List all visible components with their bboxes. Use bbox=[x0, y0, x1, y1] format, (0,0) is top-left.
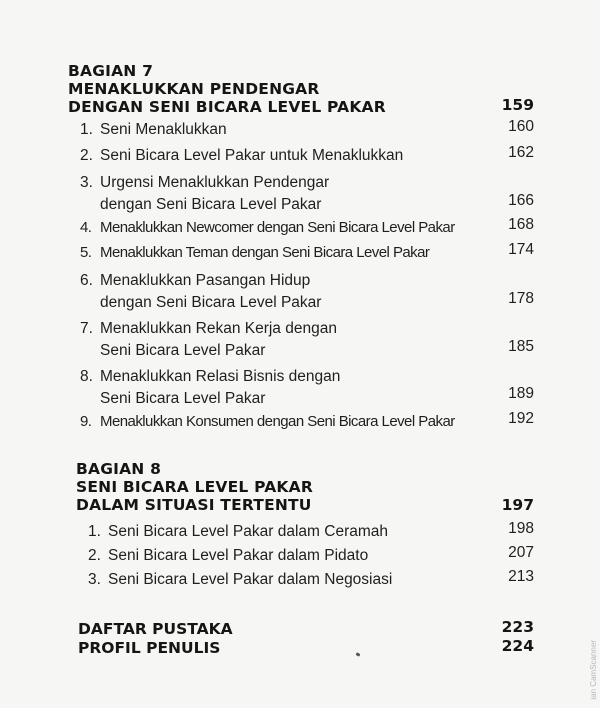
entry-number: 1. bbox=[80, 121, 93, 138]
entry-number: 3. bbox=[80, 174, 93, 191]
toc-entry bbox=[80, 172, 329, 216]
toc-entry bbox=[80, 270, 321, 314]
entry-page-number: 166 bbox=[508, 192, 534, 209]
ink-speck bbox=[356, 652, 361, 657]
toc-entry bbox=[80, 242, 429, 264]
toc-entry bbox=[88, 521, 388, 543]
entry-title: Seni Bicara Level Pakar dalam Pidato bbox=[108, 547, 369, 564]
section-label: BAGIAN 7 bbox=[68, 62, 154, 80]
toc-entry bbox=[80, 119, 227, 141]
toc-entry bbox=[80, 411, 455, 433]
entry-page-number: 192 bbox=[508, 410, 534, 427]
section-title-line-2: DENGAN SENI BICARA LEVEL PAKAR bbox=[68, 98, 386, 116]
section-title-line-2: DALAM SITUASI TERTENTU bbox=[76, 496, 312, 514]
section-page-number: 159 bbox=[501, 96, 534, 114]
section-heading-bagian-8 bbox=[76, 460, 313, 514]
entry-page-number: 162 bbox=[508, 144, 534, 161]
toc-entry bbox=[88, 545, 368, 567]
entry-page-number: 207 bbox=[508, 544, 534, 561]
entry-title: Menaklukkan Newcomer dengan Seni Bicara Level Pakar bbox=[100, 219, 455, 236]
toc-entry bbox=[88, 569, 392, 591]
entry-title-continued: Seni Bicara Level Pakar bbox=[100, 342, 266, 359]
entry-number: 7. bbox=[80, 320, 93, 337]
entry-title-continued: dengan Seni Bicara Level Pakar bbox=[100, 294, 322, 311]
entry-number: 3. bbox=[88, 571, 101, 588]
entry-title: Seni Menaklukkan bbox=[100, 121, 227, 138]
entry-page-number: 185 bbox=[508, 338, 534, 355]
backmatter-page-number: 224 bbox=[501, 637, 534, 655]
entry-title: Menaklukkan Rekan Kerja dengan bbox=[100, 320, 337, 337]
entry-title: Seni Bicara Level Pakar dalam Ceramah bbox=[108, 523, 388, 540]
entry-title: Menaklukkan Relasi Bisnis dengan bbox=[100, 368, 341, 385]
toc-entry bbox=[80, 318, 337, 362]
section-title-line-1: SENI BICARA LEVEL PAKAR bbox=[76, 478, 313, 496]
entry-number: 1. bbox=[88, 523, 101, 540]
entry-title: Menaklukkan Konsumen dengan Seni Bicara Level Pakar bbox=[100, 413, 455, 430]
entry-title: Seni Bicara Level Pakar dalam Negosiasi bbox=[108, 571, 393, 588]
section-label: BAGIAN 8 bbox=[76, 460, 162, 478]
entry-page-number: 168 bbox=[508, 216, 534, 233]
entry-page-number: 198 bbox=[508, 520, 534, 537]
entry-number: 2. bbox=[80, 147, 93, 164]
entry-page-number: 178 bbox=[508, 290, 534, 307]
entry-page-number: 174 bbox=[508, 241, 534, 258]
entry-page-number: 189 bbox=[508, 385, 534, 402]
entry-title-continued: Seni Bicara Level Pakar bbox=[100, 390, 266, 407]
toc-entry bbox=[80, 217, 455, 239]
entry-title: Urgensi Menaklukkan Pendengar bbox=[100, 174, 330, 191]
toc-entry bbox=[80, 145, 403, 167]
backmatter-profil-penulis: PROFIL PENULIS bbox=[78, 639, 221, 657]
entry-page-number: 213 bbox=[508, 568, 534, 585]
section-title-line-1: MENAKLUKKAN PENDENGAR bbox=[68, 80, 320, 98]
entry-title: Menaklukkan Teman dengan Seni Bicara Level Pakar bbox=[100, 244, 430, 261]
entry-title: Seni Bicara Level Pakar untuk Menaklukkan bbox=[100, 147, 404, 164]
entry-number: 6. bbox=[80, 272, 93, 289]
entry-number: 2. bbox=[88, 547, 101, 564]
entry-number: 8. bbox=[80, 368, 93, 385]
entry-number: 4. bbox=[80, 219, 92, 236]
section-page-number: 197 bbox=[501, 496, 534, 514]
backmatter-daftar-pustaka: DAFTAR PUSTAKA bbox=[78, 620, 233, 638]
entry-number: 5. bbox=[80, 244, 92, 261]
entry-page-number: 160 bbox=[508, 118, 534, 135]
scanner-watermark: ian CamScanner bbox=[589, 640, 598, 700]
toc-entry bbox=[80, 366, 340, 410]
entry-number: 9. bbox=[80, 413, 92, 430]
entry-title-continued: dengan Seni Bicara Level Pakar bbox=[100, 196, 322, 213]
backmatter-page-number: 223 bbox=[501, 618, 534, 636]
entry-title: Menaklukkan Pasangan Hidup bbox=[100, 272, 311, 289]
section-heading-bagian-7 bbox=[68, 62, 386, 116]
